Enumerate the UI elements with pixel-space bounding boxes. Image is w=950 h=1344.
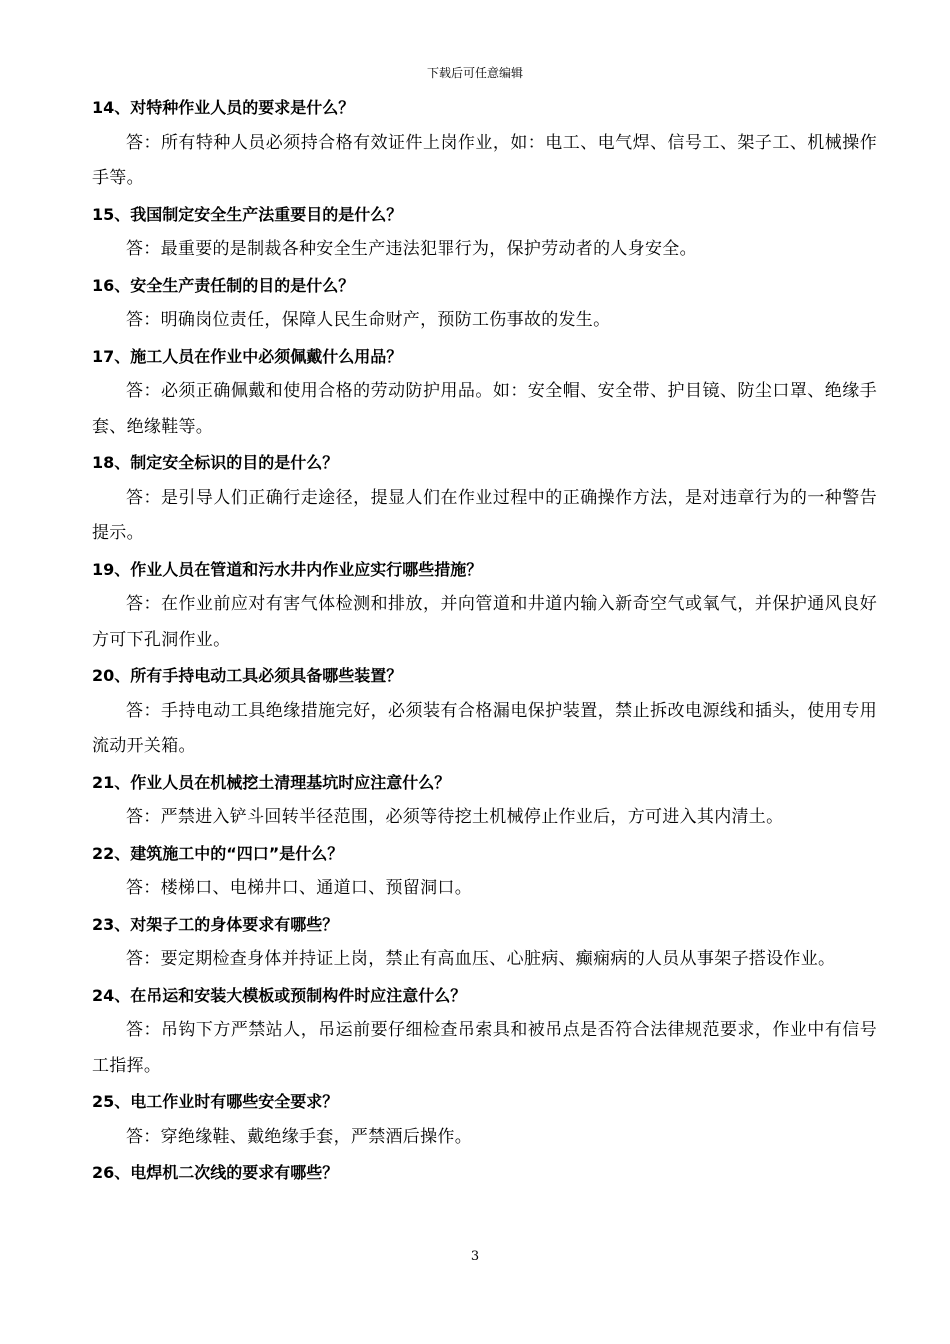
question: 22、建筑施工中的“四口”是什么？ [92, 843, 344, 863]
answer: 答：必须正确佩戴和使用合格的劳动防护用品。如：安全帽、安全带、护目镜、防尘口罩、绝缘手套、绝缘鞋等。 [92, 381, 877, 437]
qa-item [92, 197, 877, 268]
question: 26、电焊机二次线的要求有哪些？ [92, 1163, 339, 1182]
answer: 答：明确岗位责任，保障人民生命财产，预防工伤事故的发生。 [126, 310, 611, 330]
qa-item [92, 268, 877, 339]
question: 19、作业人员在管道和污水井内作业应实行哪些措施？ [92, 559, 483, 579]
qa-item [92, 978, 877, 1085]
answer: 答：所有特种人员必须持合格有效证件上岗作业，如：电工、电气焊、信号工、架子工、机械操作手等。 [92, 132, 877, 188]
answer: 答：是引导人们正确行走途径，提显人们在作业过程中的正确操作方法，是对违章行为的一种警告提示。 [92, 487, 877, 543]
question: 15、我国制定安全生产法重要目的是什么？ [92, 204, 403, 224]
question: 18、制定安全标识的目的是什么？ [92, 453, 339, 472]
question: 20、所有手持电动工具必须具备哪些装置？ [92, 666, 403, 685]
answer: 答：穿绝缘鞋、戴绝缘手套，严禁酒后操作。 [126, 1126, 472, 1147]
question: 24、在吊运和安装大模板或预制构件时应注意什么？ [92, 985, 467, 1005]
answer: 答：楼梯口、电梯井口、通道口、预留洞口。 [126, 878, 472, 898]
answer: 答：最重要的是制裁各种安全生产违法犯罪行为，保护劳动者的人身安全。 [126, 239, 697, 259]
qa-item [92, 339, 877, 446]
question: 25、电工作业时有哪些安全要求？ [92, 1092, 339, 1111]
question: 17、施工人员在作业中必须佩戴什么用品？ [92, 346, 403, 366]
question: 21、作业人员在机械挖土清理基坑时应注意什么？ [92, 772, 451, 792]
answer: 答：要定期检查身体并持证上岗，禁止有高血压、心脏病、癫痫病的人员从事架子搭设作业。 [126, 949, 836, 969]
qa-item [92, 907, 877, 978]
qa-item [92, 552, 877, 659]
qa-item [92, 445, 877, 552]
qa-item [92, 1084, 877, 1155]
qa-item [92, 765, 877, 836]
answer: 答：吊钩下方严禁站人，吊运前要仔细检查吊索具和被吊点是否符合法律规范要求，作业中有信号工指挥。 [92, 1020, 877, 1076]
page-header: 下载后可任意编辑 [426, 66, 523, 80]
answer: 答：在作业前应对有害气体检测和排放，并向管道和井道内输入新奇空气或氧气，并保护通风良好方可下孔洞作业。 [92, 594, 877, 650]
answer: 答：严禁进入铲斗回转半径范围，必须等待挖土机械停止作业后，方可进入其内清土。 [126, 807, 784, 827]
qa-list [92, 90, 877, 1191]
qa-item [92, 1155, 877, 1191]
qa-item [92, 836, 877, 907]
question: 23、对架子工的身体要求有哪些？ [92, 914, 339, 934]
qa-item [92, 90, 877, 197]
answer: 答：手持电动工具绝缘措施完好，必须装有合格漏电保护装置，禁止拆改电源线和插头，使用专用流动开关箱。 [92, 700, 877, 756]
page-number: 3 [470, 1249, 480, 1264]
question: 16、安全生产责任制的目的是什么？ [92, 275, 355, 295]
question: 14、对特种作业人员的要求是什么？ [92, 98, 355, 117]
qa-item [92, 658, 877, 765]
